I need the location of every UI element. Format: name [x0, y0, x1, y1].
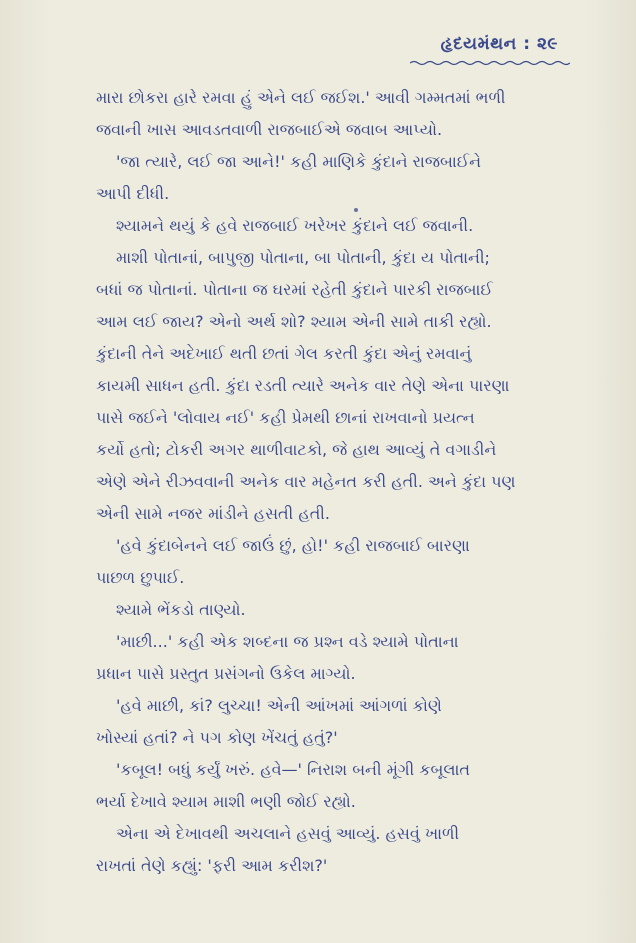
text-line: એણે એને રીઝવવાની અનેક વાર મહેનત કરી હતી. અને કુંદા પણ: [96, 472, 516, 491]
text-line: કાયમી સાધન હતી. કુંદા રડતી ત્યારે અનેક વાર તેણે એના પારણા: [96, 376, 510, 395]
text-line: માશી પોતાનાં, બાપુજી પોતાના, બા પોતાની, કુંદા ય પોતાની;: [116, 248, 490, 267]
text-line: એની સામે નજર માંડીને હસતી હતી.: [96, 504, 330, 523]
text-line: જવાની ખાસ આવડતવાળી રાજબાઈએ જવાબ આપ્યો.: [96, 120, 443, 139]
text-line: કર્યો હતો; ટોકરી અગર થાળીવાટકો, જે હાથ આવ્યું તે વગાડીને: [96, 440, 497, 459]
text-line: 'માછી...' કહી એક શબ્દના જ પ્રશ્ન વડે શ્યામે પોતાના: [116, 632, 459, 651]
text-line: પાસે જઈને 'લોવાય નઈ' કહી પ્રેમથી છાનાં રાખવાનો પ્રયત્ન: [96, 408, 475, 427]
wavy-underline: [410, 60, 570, 66]
text-line: 'હવે કુંદાબેનને લઈ જાઉં છું, હો!' કહી રાજબાઈ બારણા: [116, 536, 470, 555]
text-line: ભર્યા દેખાવે શ્યામ માશી ભણી જોઈ રહ્યો.: [96, 792, 356, 811]
text-line: મારા છોકરા હારે રમવા હું એને લઈ જઈશ.' આવી ગમ્મતમાં ભળી: [96, 88, 506, 107]
text-line: રાખતાં તેણે કહ્યું: 'ફરી આમ કરીશ?': [96, 856, 328, 875]
text-line: પ્રધાન પાસે પ્રસ્તુત પ્રસંગનો ઉકેલ માગ્યો.: [96, 664, 356, 683]
text-line: બધાં જ પોતાનાં. પોતાના જ ઘરમાં રહેતી કુંદાને પારકી રાજબાઈ: [96, 280, 493, 299]
running-head: હૃદયમંથન : ૨૯: [440, 34, 558, 54]
text-line: શ્યામને થયું કે હવે રાજબાઈ ખરેખર કુંદાને લઈ જવાની.: [116, 216, 474, 235]
text-line: 'કબૂલ! બધું કર્યું ખરું. હવે—' નિરાશ બની મૂંગી કબૂલાત: [116, 760, 471, 779]
text-line: આમ લઈ જાય? એનો અર્થ શો? શ્યામ એની સામે તાકી રહ્યો.: [96, 312, 492, 331]
text-line: શ્યામે ભેંકડો તાણ્યો.: [116, 600, 246, 619]
text-line: પાછળ છુપાઈ.: [96, 568, 185, 587]
text-line: 'હવે માછી, કાં? લુચ્ચા! એની આંખમાં આંગળાં કોણે: [116, 696, 442, 715]
text-line: કુંદાની તેને અદેખાઈ થતી છતાં ગેલ કરતી કુંદા એનું રમવાનું: [96, 344, 472, 363]
text-line: ખોસ્યાં હતાં? ને પગ કોણ ખેંચતું હતું?': [96, 728, 338, 747]
text-line: 'જા ત્યારે, લઈ જા આને!' કહી માણિકે કુંદાને રાજબાઈને: [116, 152, 482, 171]
text-line: એના એ દેખાવથી અચલાને હસવું આવ્યું. હસવું ખાળી: [116, 824, 460, 843]
body-text: [96, 82, 542, 882]
text-line: આપી દીધી.: [96, 184, 170, 203]
